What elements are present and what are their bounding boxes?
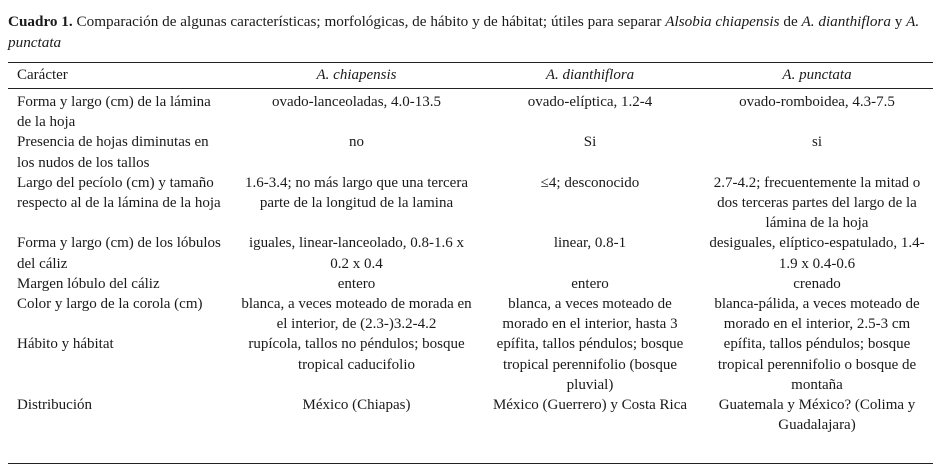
cell-punctata: ovado-romboidea, 4.3-7.5 (739, 94, 895, 110)
row-character: Margen lóbulo del cáliz (17, 275, 160, 292)
cell-chiapensis: México (Chiapas) (302, 397, 411, 414)
caption-text: y (890, 13, 907, 30)
table-header-row (8, 62, 933, 88)
cell-punctata: si (811, 134, 822, 151)
table-row (8, 294, 933, 334)
cell-chiapensis: 1.6-3.4; no más largo que una tercera parte de la longitud de la lamina (245, 174, 468, 212)
caption-species-dianthiflora: A. dianthiflora (801, 13, 891, 30)
cell-punctata: Guatemala y México? (Colima y Guadalajara) (718, 397, 916, 434)
cell-dianthiflora: blanca, a veces moteado de morado en el interior, hasta 3 (502, 296, 678, 333)
cell-punctata: blanca-pálida, a veces moteado de morado en el interior, 2.5-3 cm (714, 296, 920, 333)
cell-dianthiflora: Si (583, 134, 597, 151)
row-character: Presencia de hojas diminutas en los nudos de los tallos (17, 134, 209, 171)
cell-punctata: crenado (793, 275, 841, 292)
cell-dianthiflora: ≤4; desconocido (540, 174, 640, 191)
cell-chiapensis: ovado-lanceoladas, 4.0-13.5 (271, 94, 442, 110)
cell-dianthiflora: México (Guerrero) y Costa Rica (492, 397, 688, 414)
table-row (8, 395, 933, 435)
cell-chiapensis: rupícola, tallos no péndulos; bosque tropical caducifolio (248, 336, 465, 373)
header-caracter: Carácter (17, 66, 68, 83)
row-character: Color y largo de la corola (cm) (17, 296, 203, 313)
row-character: Hábito y hábitat (17, 336, 114, 353)
caption-species-punctata: A. punctata (8, 13, 920, 51)
caption-text: de (779, 13, 802, 30)
cell-punctata: epífita, tallos péndulos; bosque tropical perennifolio o bosque de montaña (717, 336, 917, 393)
row-character: Largo del pecíolo (cm) y tamaño respecto al de la lámina de la hoja (17, 174, 221, 212)
row-character: Forma y largo (cm) de los lóbulos del cáliz (17, 235, 221, 272)
cell-chiapensis: blanca, a veces moteado de morada en el interior, de (2.3-)3.2-4.2 (241, 296, 472, 333)
header-dianthiflora: A. dianthiflora (545, 66, 635, 83)
cell-dianthiflora: ovado-elíptica, 1.2-4 (527, 94, 653, 110)
cell-dianthiflora: entero (571, 275, 609, 292)
header-punctata: A. punctata (782, 66, 852, 83)
table-row (8, 274, 933, 294)
caption-label: Cuadro 1. (8, 13, 73, 30)
cell-punctata: 2.7-4.2; frecuentemente la mitad o dos terceras partes del largo de la lámina de la hoja (713, 174, 921, 232)
cell-punctata: desiguales, elíptico-espatulado, 1.4-1.9 x 0.4-0.6 (709, 235, 925, 272)
cell-dianthiflora: linear, 0.8-1 (553, 235, 627, 252)
row-character: Distribución (17, 397, 92, 414)
table-caption (8, 11, 933, 53)
cell-dianthiflora: epífita, tallos péndulos; bosque tropical perennifolio (bosque pluvial) (496, 336, 684, 393)
cell-chiapensis: no (349, 134, 364, 151)
row-character: Forma y largo (cm) de la lámina de la hoja (17, 94, 211, 131)
table-row (8, 132, 933, 172)
header-chiapensis: A. chiapensis (316, 66, 397, 83)
cell-chiapensis: iguales, linear-lanceolado, 0.8-1.6 x 0.2 x 0.4 (248, 235, 465, 272)
cell-chiapensis: entero (337, 275, 376, 292)
table-row (8, 233, 933, 273)
comparison-table (8, 62, 933, 435)
table-row (8, 173, 933, 234)
table-bottom-rule (8, 463, 933, 464)
caption-text: Comparación de algunas características; morfológicas, de hábito y de hábitat; útiles para separar (72, 13, 666, 30)
table-row (8, 88, 933, 132)
table-row (8, 334, 933, 395)
caption-species-chiapensis: Alsobia chiapensis (665, 13, 780, 30)
